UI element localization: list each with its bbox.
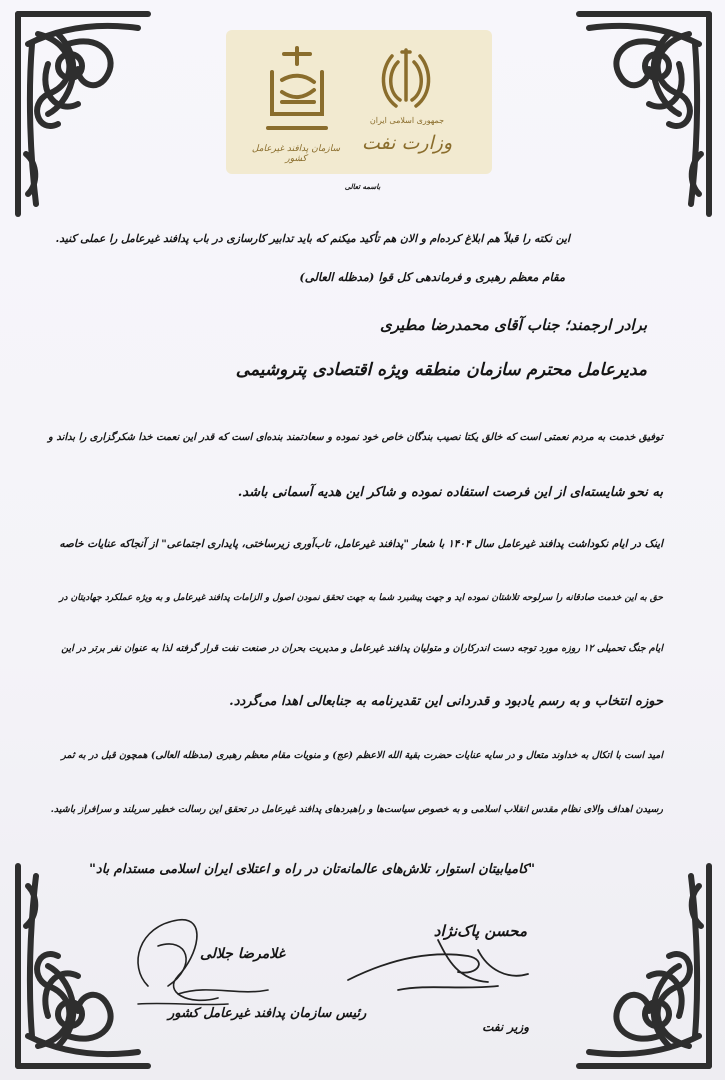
logo-panel — [226, 30, 492, 174]
letter-line: ایام جنگ تحمیلی ۱۲ روزه مورد توجه دست اندرکاران و متولیان پدافند غیرعامل و مدیریت بحران در صنعت نفت قرار گرفته لذا به عنوان نفر برتر در این — [61, 643, 663, 654]
quote-attribution: مقام معظم رهبری و فرماندهی کل قوا (مدظله العالی) — [299, 270, 565, 284]
leader-quote: این نکته را قبلاً هم ابلاغ کرده‌ام و الان هم تأکید میکنم که باید تدابیر کارسازی در باب پدافند غیرعامل را عملی کنید. — [55, 232, 570, 245]
ngdo-logo — [246, 44, 346, 164]
ngdo-logo-icon — [264, 44, 330, 136]
letter-line: اینک در ایام نکوداشت پدافند غیرعامل سال ۱۴۰۴ با شعار "پدافند غیرعامل، تاب‌آوری زیرساختی، پایداری اجتماعی" از آنجاکه عنایات خاصه — [59, 538, 663, 550]
ornament-corner-top-right-icon — [569, 4, 719, 224]
signatory-name-left: غلامرضا جلالی — [200, 946, 285, 962]
oil-ministry-logo — [352, 44, 462, 164]
letter-line: رسیدن اهداف والای نظام مقدس انقلاب اسلامی و به خصوص سیاست‌ها و راهبردهای پدافند غیرعامل در تحقق این رسالت خطیر سربلند و سرافراز باشید. — [50, 804, 663, 815]
letter-line: حق به این خدمت صادقانه را سرلوحه تلاشتان نموده اید و جهت پیشبرد شما به جهت تحقق نمودن اصول و الزامات پدافند غیرعامل و به ویژه عملکرد جهادیتان در — [59, 593, 663, 603]
signatory-name-right: محسن پاک‌نژاد — [433, 922, 527, 940]
letter-line: حوزه انتخاب و به رسم یادبود و قدردانی این تقدیرنامه به جنابعالی اهدا می‌گردد. — [229, 694, 663, 709]
invocation: باسمه تعالی — [344, 182, 381, 191]
recipient-title: مدیرعامل محترم سازمان منطقه ویژه اقتصادی پتروشیمی — [235, 360, 647, 380]
iran-emblem-icon — [378, 44, 434, 110]
signatory-title-left: رئیس سازمان پدافند غیرعامل کشور — [168, 1006, 367, 1021]
letter-line: به نحو شایسته‌ای از این فرصت استفاده نموده و شاکر این هدیه آسمانی باشد. — [237, 485, 663, 500]
salutation: برادر ارجمند؛ جناب آقای محمدرضا مطیری — [379, 316, 647, 334]
letter-line: توفیق خدمت به مردم نعمتی است که خالق یکتا نصیب بندگان خاص خود نموده و سعادتمند بنده‌ای است که قدر این نعمت خدا شکرگزاری را بداند و — [48, 432, 663, 443]
ornament-corner-top-left-icon — [8, 4, 158, 224]
letter-line: امید است با اتکال به خداوند متعال و در سایه عنایات حضرت بقیة الله الاعظم (عج) و منویات مقام معظم رهبری (مدظله العالی) همچون قبل در به ثمر — [61, 750, 663, 761]
ngdo-caption: سازمان پدافند غیرعامل کشور — [251, 144, 341, 164]
ministry-republic-label: جمهوری اسلامی ایران — [369, 116, 445, 125]
signatory-title-right: وزیر نفت — [482, 1020, 529, 1034]
letter-closing: "کامیابیتان استوار، تلاش‌های عالمانه‌تان در راه و اعتلای ایران اسلامی مستدام باد" — [89, 862, 535, 877]
ministry-name-label: وزارت نفت — [361, 132, 453, 154]
ornament-corner-bottom-right-icon — [569, 856, 719, 1076]
